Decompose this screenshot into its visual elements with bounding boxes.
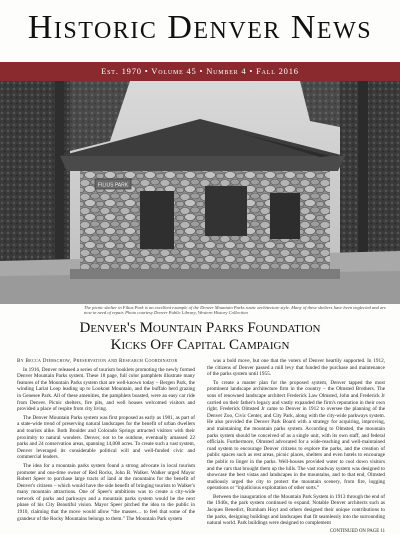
- paragraph: In 1916, Denver released a series of tourism booklets promoting the newly formed Denver Mountain Parks system. These 18 page, full color pamphlets illustrate many features of the Mountain Parks system that are well-known today – Bergen Park, the winding Lariat Loop leading up to Lookout Mountain, and the buffalo herd grazing in Genesee Park. All of these amenities, the pamphlets boasted, were an easy car ride from Denver. Picnic shelters, fire pits, and well houses welcomed visitors and provided a place of respite from city living.: [17, 366, 195, 413]
- paragraph: The Denver Mountain Parks system was first proposed as early as 1901, as part of a state-wide trend of preserving natural landscapes for the benefit of urban dwellers and tourists alike. Both Boulder and Colorado Springs attracted visitors with their proximity to natural wonders. Denver, not to be outdone, eventually amassed 22 parks and 24 conservation areas, spanning 14,000 acres. To create such a vast system, Denver leveraged its considerable political will and well-funded civic and commercial leaders.: [17, 414, 195, 461]
- shelter-sign-text: FILIUS PARK: [97, 182, 129, 189]
- headline-line-2: Kicks Off Capital Campaign: [110, 337, 290, 353]
- issue-bar: Est. 1970 • Volume 45 • Number 4 • Fall 2016: [0, 62, 400, 81]
- byline: By Becca Dierschow, Preservation and Research Coordinator: [17, 358, 178, 364]
- continued-note: CONTINUED ON PAGE 11: [329, 528, 385, 534]
- headline-line-1: Denver's Mountain Parks Foundation: [79, 320, 321, 336]
- photo-caption: The picnic shelter in Filius Park is an excellent example of the Denver Mountain Parks rustic architecture style. Many of these shelters have been neglected and are now in need of repair. Photo courtesy Denver Public Library, Western History Collection: [84, 305, 386, 316]
- article-column-1: [17, 358, 195, 522]
- article-column-2: [207, 358, 385, 534]
- masthead-title: Historic Denver News: [27, 9, 373, 46]
- article-body: [17, 358, 385, 534]
- paragraph: Between the inauguration of the Mountain Park System in 1913 through the end of the 1940s, the park system continued to expand. Notable Denver architects such as Jacques Benedict, Burnham Hoyt and others designed their unique contributions to the parks, designing buildings and landscapes that fit seamlessly into the surrounding natural world. Park buildings were designed to complement: [207, 493, 385, 527]
- paragraph: To create a master plan for the proposed system, Denver tapped the most prominent landscape architecture firm in the country – the Olmsted Brothers. The sons of renowned landscape architect Frederick Law Olmsted, John and Frederick Jr carried on their father's legacy and vastly expanded the firm's reputation in their own right. Frederick Olmsted Jr came to Denver in 1912 to oversee the planning of the Denver Zoo, Civic Center, and City Park, along with the city-wide parkways system. He also provided the Denver Park Board with a strategy for acquiring, improving, and maintaining the mountain parks system. According to Olmsted, the mountain parks system should be conceived of as a single unit, with its own staff, and federal officials. Furthermore, Olmsted advocated for a wide-reaching and well-maintained road system to encourage Denver citizens to explore the parks, and the creation of public spaces such as rest areas, picnic places, shelters and even hotels to encourage the public to linger in the parks. Well-houses provided water to cool down visitors and the cars that brought them up the hills. The vast roadway system was designed to showcase the best vistas and landscapes in the mountains, and to that end, Olmsted studiously urged the city to protect the mountain scenery, from fire, logging operations or “injudicious exploitation of other sorts.”: [207, 379, 385, 492]
- article-headline: [30, 320, 370, 354]
- cover-photo: [0, 81, 400, 304]
- paragraph: The idea for a mountain parks system found a strong advocate in local tourism promoter and one-time owner of Red Rocks, John B. Walker. Walker urged Mayor Robert Speer to purchase large tracts of land at the mountains for the benefit of Denver's citizens – which would have the side benefit of bringing tourists to Walker's many mountain attractions. One of Speer's ambitions was to create a city-wide network of parks and parkways and a mountain parks system would be the next phase of his City Beautiful vision. Mayor Speer pitched the idea to the public in 1910, claiming that the move would allow “the masses… to feel that some of the grandeur of the Rocky Mountains belongs to them.” The Mountain Park system: [17, 462, 195, 522]
- paragraph: was a bold move, but one that the voters of Denver heartily supported. In 1912, the citizens of Denver passed a mill levy that funded the purchase and maintenance of the parks system until 1955.: [207, 358, 385, 378]
